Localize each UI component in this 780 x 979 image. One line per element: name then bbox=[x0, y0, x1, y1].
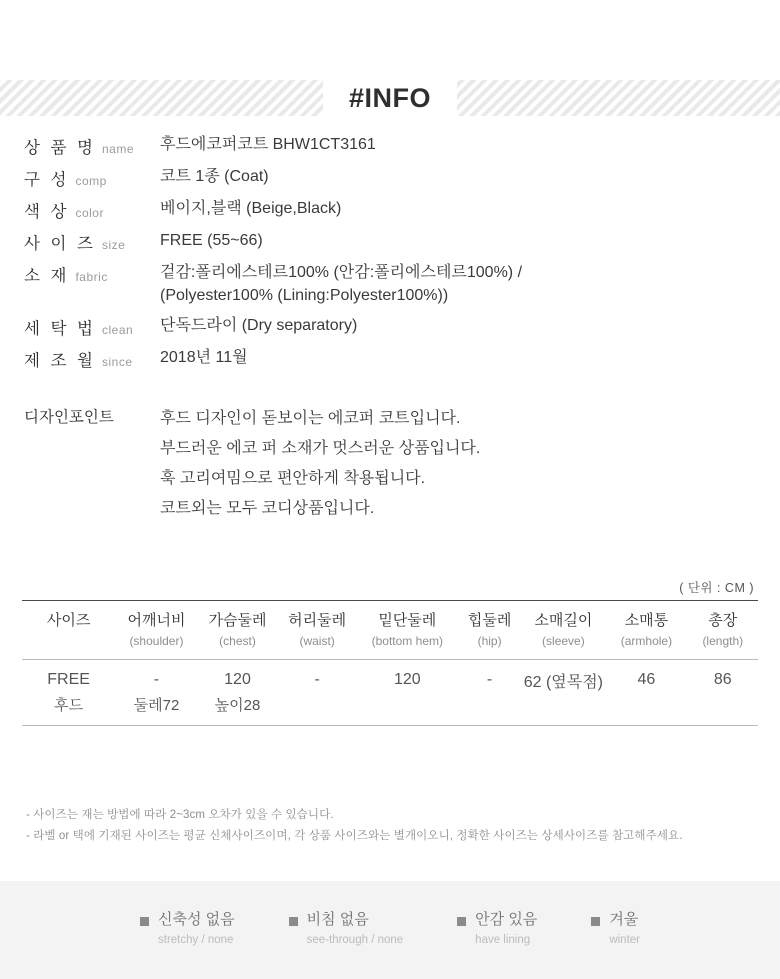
attribute-band bbox=[0, 881, 780, 979]
size-table-col-hip bbox=[458, 601, 522, 660]
table-cell: FREE bbox=[47, 671, 90, 689]
spec-label-ko-name: 상 품 명 bbox=[24, 139, 96, 157]
spec-row-fabric bbox=[24, 262, 756, 307]
spec-label-en-since: since bbox=[102, 355, 133, 370]
header-ko: 총장 bbox=[708, 612, 738, 629]
design-point-label: 디자인포인트 bbox=[24, 409, 114, 426]
table-cell: - bbox=[314, 671, 320, 689]
size-table bbox=[22, 600, 758, 726]
table-cell bbox=[605, 694, 687, 726]
info-banner bbox=[0, 80, 780, 116]
spec-value-since bbox=[160, 347, 248, 370]
spec-label-ko-size: 사 이 즈 bbox=[24, 235, 96, 253]
size-table-col-bottom-hem bbox=[357, 601, 458, 660]
spec-label-en-comp: comp bbox=[75, 174, 107, 188]
spec-label-color bbox=[24, 198, 160, 222]
table-cell bbox=[688, 694, 758, 726]
table-cell: 120 bbox=[393, 671, 421, 689]
square-bullet-icon bbox=[140, 917, 149, 926]
spec-value-name bbox=[160, 134, 376, 157]
spec-row-since bbox=[24, 347, 756, 371]
attribute-texts bbox=[475, 911, 537, 949]
attribute-list bbox=[140, 911, 640, 949]
spec-label-ko-since: 제 조 월 bbox=[24, 352, 96, 371]
table-cell: 62 (옆목점) bbox=[523, 673, 604, 691]
spec-label-en-name: name bbox=[102, 142, 135, 156]
spec-label-en-color: color bbox=[75, 206, 104, 220]
square-bullet-icon bbox=[457, 917, 466, 926]
attribute-label-en: have lining bbox=[475, 933, 531, 946]
design-point-line: 코트외는 모두 코디상품입니다. bbox=[160, 500, 375, 518]
notice-line: - 라벨 or 택에 기재된 사이즈는 평균 신체사이즈이며, 각 상품 사이즈와는 별개이오니, 정확한 사이즈는 상세사이즈를 참고해주세요. bbox=[26, 830, 683, 843]
table-cell: 86 bbox=[713, 671, 732, 689]
spec-value-line: 코트 1종 (Coat) bbox=[160, 168, 269, 185]
header-en: (waist) bbox=[299, 633, 335, 648]
header-en: (hip) bbox=[477, 633, 502, 648]
square-bullet-icon bbox=[289, 917, 298, 926]
table-row bbox=[22, 659, 758, 694]
attribute-item-stretch bbox=[140, 911, 235, 949]
header-en: (shoulder) bbox=[129, 633, 184, 648]
header-en: (chest) bbox=[219, 633, 256, 648]
attribute-label-ko: 비침 없음 bbox=[306, 910, 369, 928]
spec-label-ko-clean: 세 탁 법 bbox=[24, 320, 96, 339]
size-table-col-sleeve bbox=[522, 601, 606, 660]
spec-label-since bbox=[24, 347, 160, 371]
size-unit-note: ( 단위 : CM ) bbox=[679, 581, 754, 595]
spec-label-en-clean: clean bbox=[102, 323, 134, 338]
attribute-label-en: see-through / none bbox=[306, 933, 404, 946]
header-en: (sleeve) bbox=[542, 633, 585, 648]
table-cell: 높이28 bbox=[198, 694, 278, 726]
table-cell bbox=[458, 694, 522, 726]
table-cell: 후드 bbox=[22, 694, 115, 726]
spec-value-color bbox=[160, 198, 341, 221]
attribute-item-season bbox=[591, 911, 640, 949]
size-table-col-waist bbox=[277, 601, 357, 660]
header-en: (length) bbox=[702, 633, 744, 648]
spec-value-line: 2018년 11월 bbox=[160, 349, 248, 367]
attribute-texts bbox=[609, 911, 640, 949]
design-point-line: 후드 디자인이 돋보이는 에코퍼 코트입니다. bbox=[160, 410, 461, 427]
size-table-col-length bbox=[688, 601, 758, 660]
spec-label-comp bbox=[24, 166, 160, 190]
spec-label-ko-color: 색 상 bbox=[24, 203, 70, 221]
attribute-label-ko: 겨울 bbox=[609, 910, 639, 928]
spec-list bbox=[24, 134, 756, 379]
spec-label-ko-fabric: 소 재 bbox=[24, 267, 70, 285]
attribute-label-en: stretchy / none bbox=[158, 933, 234, 946]
design-point-block bbox=[24, 404, 756, 524]
attribute-label-en: winter bbox=[609, 933, 640, 946]
size-table-head bbox=[22, 601, 758, 660]
size-table-col-chest bbox=[198, 601, 278, 660]
size-table-col-shoulder bbox=[115, 601, 197, 660]
notice-line: - 사이즈는 재는 방법에 따라 2~3cm 오차가 있을 수 있습니다. bbox=[26, 809, 334, 821]
notice-list bbox=[26, 805, 756, 848]
spec-row-clean bbox=[24, 315, 756, 339]
info-title-wrap bbox=[323, 80, 457, 116]
table-cell: 120 bbox=[224, 671, 251, 689]
attribute-texts bbox=[307, 911, 404, 949]
header-en: (bottom hem) bbox=[371, 633, 443, 648]
design-point-line: 부드러운 에코 퍼 소재가 멋스러운 상품입니다. bbox=[160, 440, 481, 458]
attribute-label-ko: 신축성 없음 bbox=[158, 910, 235, 928]
attribute-item-seethrough bbox=[289, 911, 404, 949]
table-cell: 둘레72 bbox=[115, 694, 197, 726]
spec-row-name bbox=[24, 134, 756, 158]
spec-value-comp bbox=[160, 166, 269, 189]
attribute-label-ko: 안감 있음 bbox=[475, 910, 538, 928]
spec-row-size bbox=[24, 230, 756, 254]
square-bullet-icon bbox=[591, 917, 600, 926]
header-ko: 사이즈 bbox=[46, 612, 91, 629]
design-point-lines bbox=[160, 404, 480, 524]
spec-value-line: 단독드라이 (Dry separatory) bbox=[160, 317, 358, 335]
header-ko: 어깨너비 bbox=[127, 612, 186, 629]
spec-row-color bbox=[24, 198, 756, 222]
spec-label-fabric bbox=[24, 262, 160, 286]
page-title: #INFO bbox=[348, 82, 431, 113]
header-ko: 소매길이 bbox=[534, 612, 593, 629]
attribute-texts bbox=[158, 911, 235, 949]
table-cell: - bbox=[153, 671, 160, 689]
size-table-body bbox=[22, 659, 758, 725]
table-cell bbox=[522, 694, 606, 726]
table-row bbox=[22, 694, 758, 726]
spec-value-line: 후드에코퍼코트 BHW1CT3161 bbox=[160, 136, 376, 153]
table-cell bbox=[277, 694, 357, 726]
spec-value-fabric bbox=[160, 262, 522, 307]
header-ko: 소매통 bbox=[624, 612, 669, 629]
spec-value-line: (Polyester100% (Lining:Polyester100%)) bbox=[160, 286, 449, 304]
spec-label-size bbox=[24, 230, 160, 254]
header-ko: 힙둘레 bbox=[467, 612, 512, 629]
spec-value-size bbox=[160, 230, 263, 253]
table-cell bbox=[357, 694, 458, 726]
attribute-item-lining bbox=[457, 911, 537, 949]
header-ko: 가슴둘레 bbox=[208, 612, 267, 629]
design-point-line: 훅 고리여밈으로 편안하게 착용됩니다. bbox=[160, 470, 426, 488]
spec-value-line: FREE (55~66) bbox=[160, 232, 263, 249]
table-cell: 46 bbox=[637, 671, 656, 689]
size-table-col-armhole bbox=[605, 601, 687, 660]
spec-row-comp bbox=[24, 166, 756, 190]
size-table-header-row bbox=[22, 601, 758, 660]
spec-label-ko-comp: 구 성 bbox=[24, 171, 70, 189]
spec-label-clean bbox=[24, 315, 160, 339]
spec-label-name bbox=[24, 134, 160, 158]
header-ko: 허리둘레 bbox=[288, 612, 347, 629]
spec-label-en-size: size bbox=[102, 238, 126, 252]
size-table-col-size bbox=[22, 601, 115, 660]
header-en: (armhole) bbox=[620, 633, 673, 648]
spec-value-clean bbox=[160, 315, 357, 338]
spec-value-line: 겉감:폴리에스테르100% (안감:폴리에스테르100%) / bbox=[160, 264, 523, 281]
header-ko: 밑단둘레 bbox=[378, 612, 437, 629]
spec-value-line: 베이지,블랙 (Beige,Black) bbox=[160, 200, 342, 217]
table-cell: - bbox=[486, 671, 493, 689]
spec-label-en-fabric: fabric bbox=[75, 270, 108, 284]
